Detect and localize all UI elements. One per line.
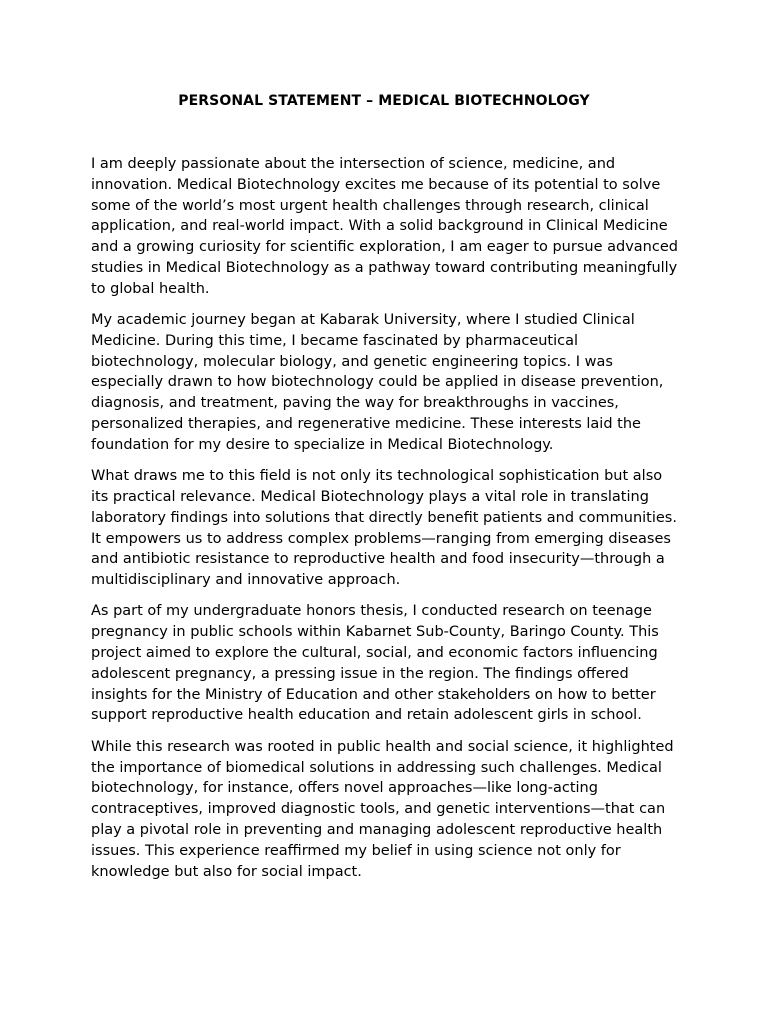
document-body xyxy=(91,154,681,893)
document-title: PERSONAL STATEMENT – MEDICAL BIOTECHNOLOGY xyxy=(178,93,590,109)
paragraph-3: What draws me to this field is not only its technological sophistication but also its practical relevance. Medical Biotechnology plays a vital role in translating laboratory findings into solutions that directly benefit patients and communities. It empowers us to address complex problems—ranging from emerging diseases and antibiotic resistance to reproductive health and food insecurity—through a multidisciplinary and innovative approach. xyxy=(91,468,677,589)
paragraph-5: While this research was rooted in public health and social science, it highlighted the importance of biomedical solutions in addressing such challenges. Medical biotechnology, for instance, offers novel approaches—like long-acting contraceptives, improved diagnostic tools, and genetic interventions—that can play a pivotal role in preventing and managing adolescent reproductive health issues. This experience reaffirmed my belief in using science not only for knowledge but also for social impact. xyxy=(91,738,674,880)
paragraph-1: I am deeply passionate about the intersection of science, medicine, and innovation. Medical Biotechnology excites me because of its potential to solve some of the world’s most urgent health challenges through research, clinical application, and real-world impact. With a solid background in Clinical Medicine and a growing curiosity for scientific exploration, I am eager to pursue advanced studies in Medical Biotechnology as a pathway toward contributing meaningfully to global health. xyxy=(91,156,678,297)
paragraph-2: My academic journey began at Kabarak University, where I studied Clinical Medicine. During this time, I became fascinated by pharmaceutical biotechnology, molecular biology, and genetic engineering topics. I was especially drawn to how biotechnology could be applied in disease prevention, diagnosis, and treatment, paving the way for breakthroughs in vaccines, personalized therapies, and regenerative medicine. These interests laid the foundation for my desire to specialize in Medical Biotechnology. xyxy=(91,312,664,453)
paragraph-4: As part of my undergraduate honors thesis, I conducted research on teenage pregnancy in public schools within Kabarnet Sub-County, Baringo County. This project aimed to explore the cultural, social, and economic factors influencing adolescent pregnancy, a pressing issue in the region. The findings offered insights for the Ministry of Education and other stakeholders on how to better support reproductive health education and retain adolescent girls in school. xyxy=(91,603,659,724)
